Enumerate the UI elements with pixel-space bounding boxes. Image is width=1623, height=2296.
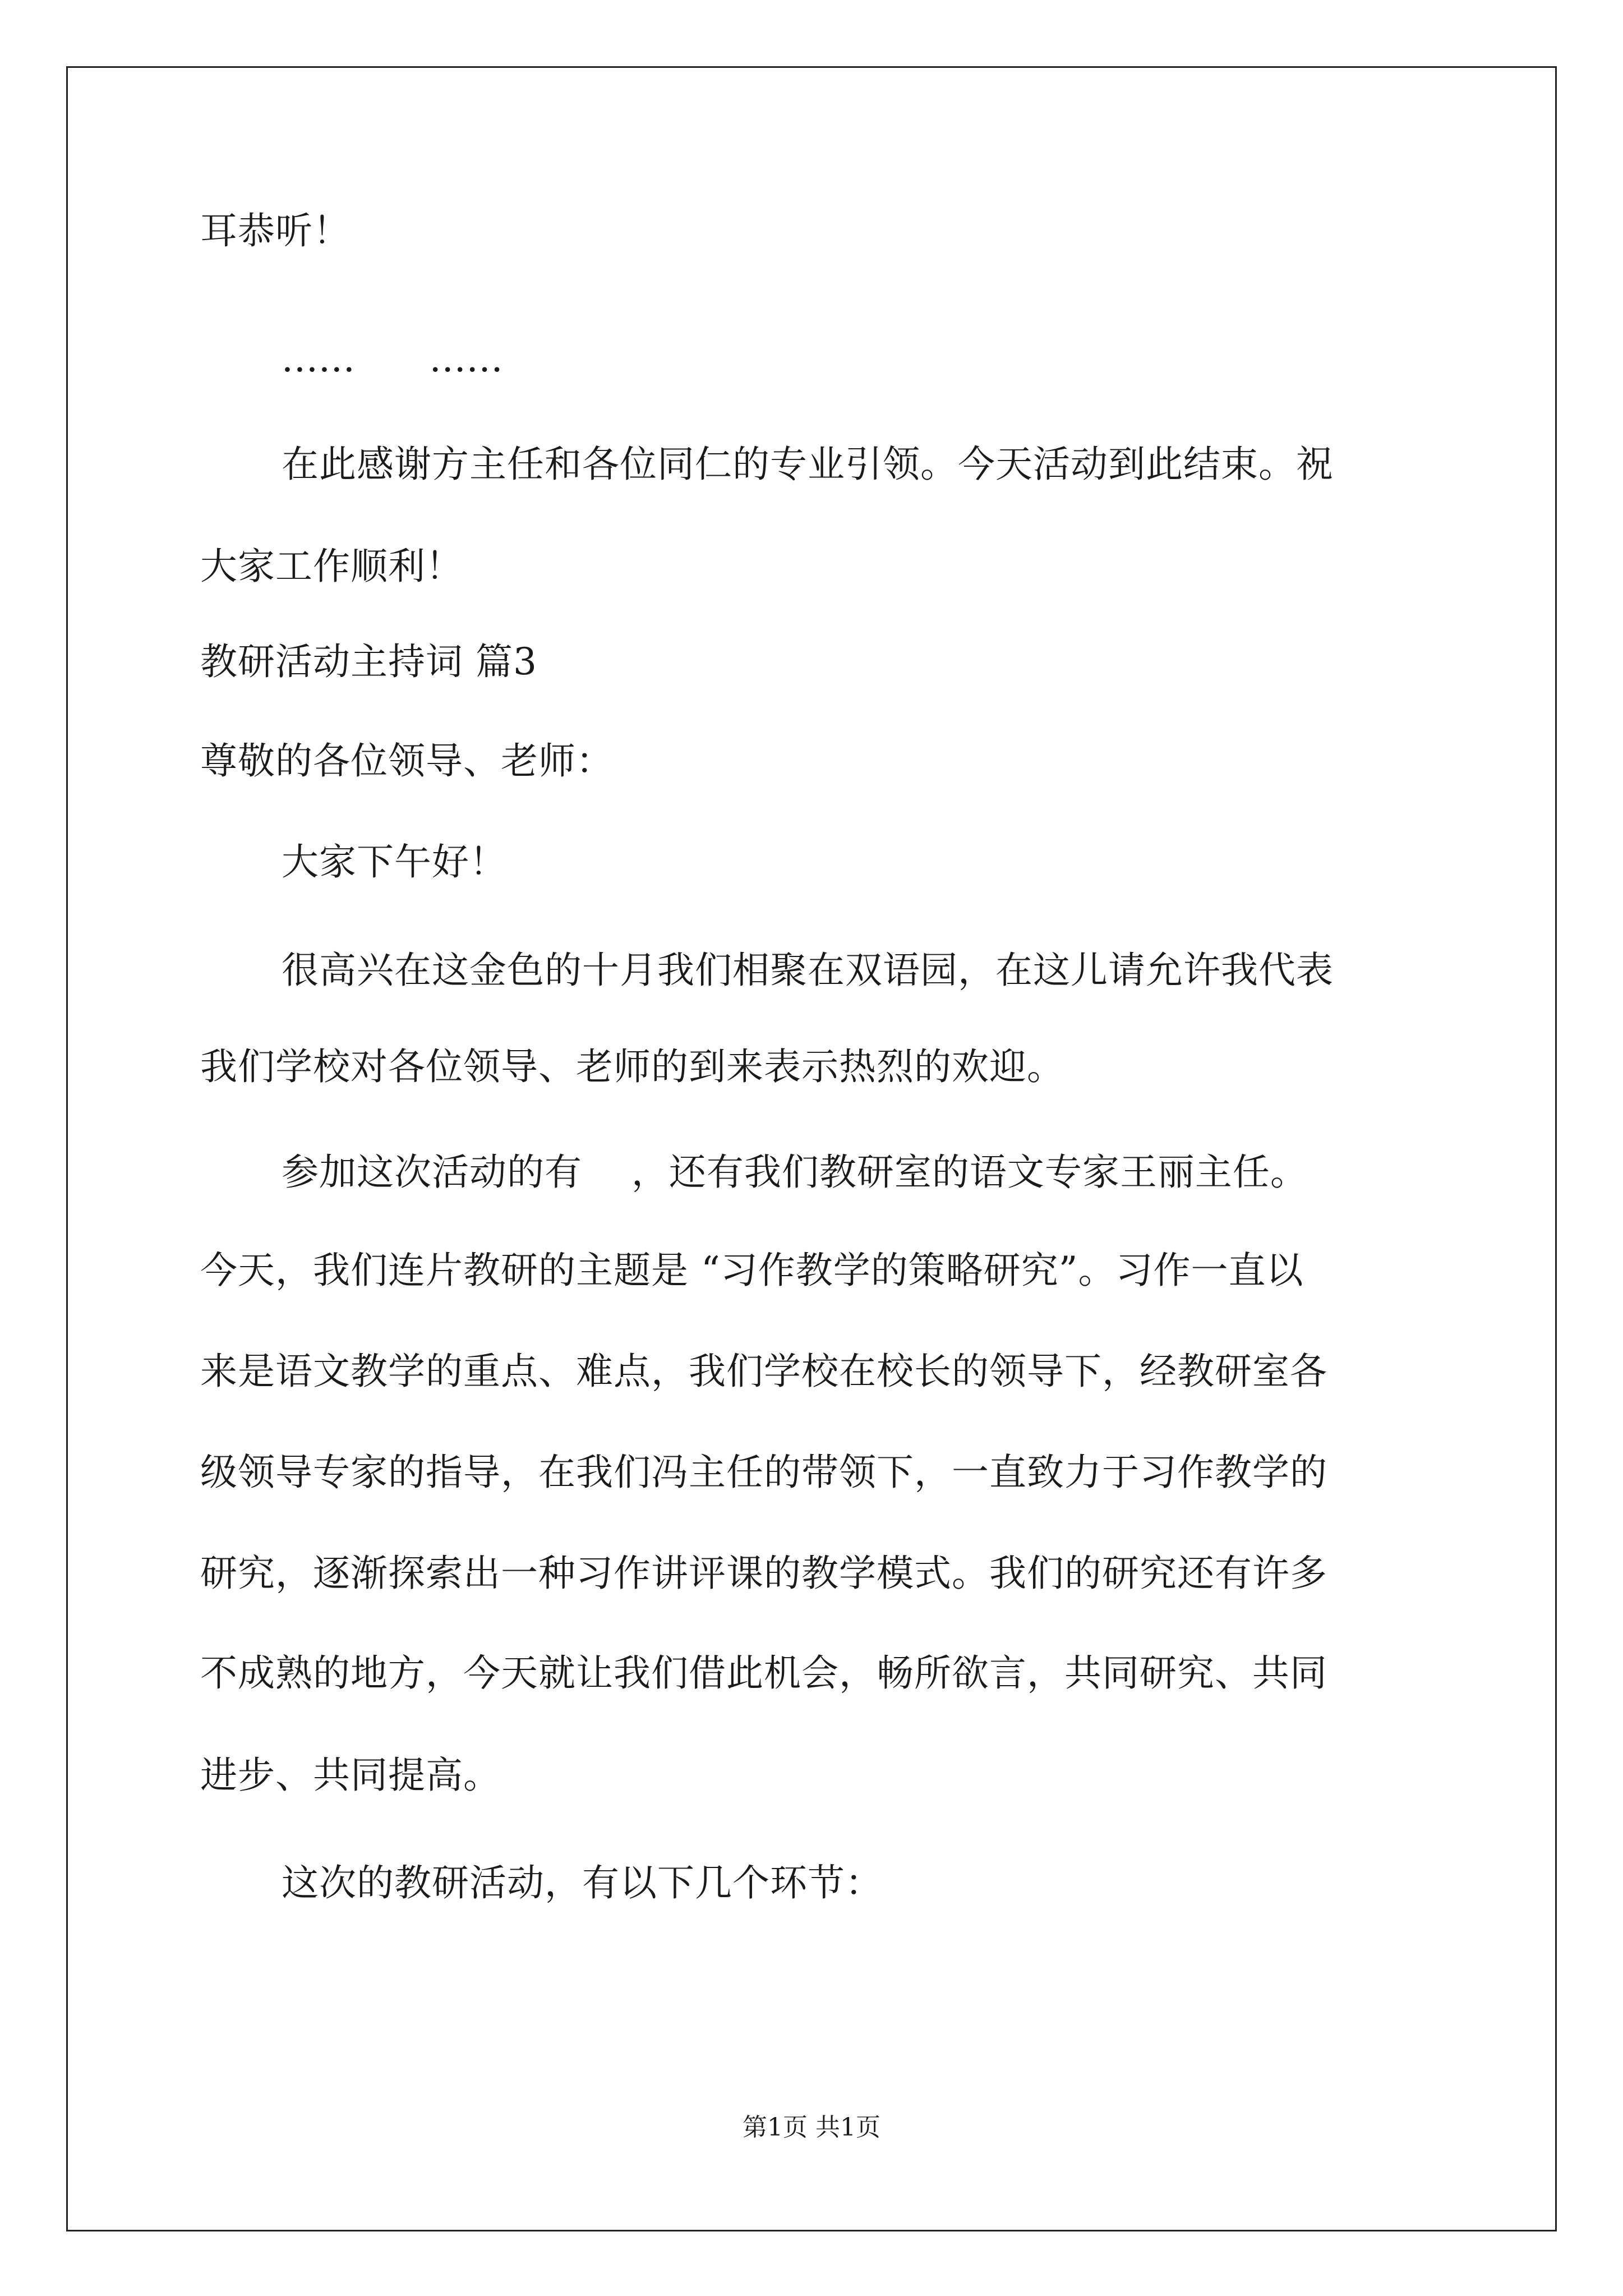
- text-line: 来是语文教学的重点、难点，我们学校在校长的领导下，经教研室各: [200, 1350, 1327, 1393]
- text-line: 今天，我们连片教研的主题是 “习作教学的策略研究”。习作一直以: [200, 1249, 1304, 1292]
- section-heading: 教研活动主持词 篇3: [200, 640, 537, 683]
- text-line: 进步、共同提高。: [200, 1754, 501, 1797]
- text-line: 参加这次活动的有 ，还有我们教研室的语文专家王丽主任。: [282, 1151, 1308, 1194]
- text-line: 很高兴在这金色的十月我们相聚在双语园，在这儿请允许我代表: [282, 949, 1334, 992]
- text-line: 大家工作顺利！: [200, 545, 463, 588]
- text-line: 研究，逐渐探索出一种习作讲评课的教学模式。我们的研究还有许多: [200, 1552, 1327, 1595]
- text-line: 这次的教研活动，有以下几个环节：: [282, 1861, 883, 1904]
- page-number: 第1页 共1页: [743, 2113, 880, 2142]
- ellipsis-line: ······ ······: [282, 348, 504, 392]
- text-line: 我们学校对各位领导、老师的到来表示热烈的欢迎。: [200, 1045, 1064, 1088]
- greeting: 大家下午好！: [282, 840, 507, 884]
- salutation: 尊敬的各位领导、老师：: [200, 739, 614, 783]
- text-line: 耳恭听！: [200, 209, 351, 252]
- text-line: 在此感谢方主任和各位同仁的专业引领。今天活动到此结束。祝: [282, 443, 1334, 486]
- text-line: 级领导专家的指导，在我们冯主任的带领下，一直致力于习作教学的: [200, 1451, 1327, 1494]
- text-line: 不成熟的地方，今天就让我们借此机会，畅所欲言，共同研究、共同: [200, 1651, 1327, 1695]
